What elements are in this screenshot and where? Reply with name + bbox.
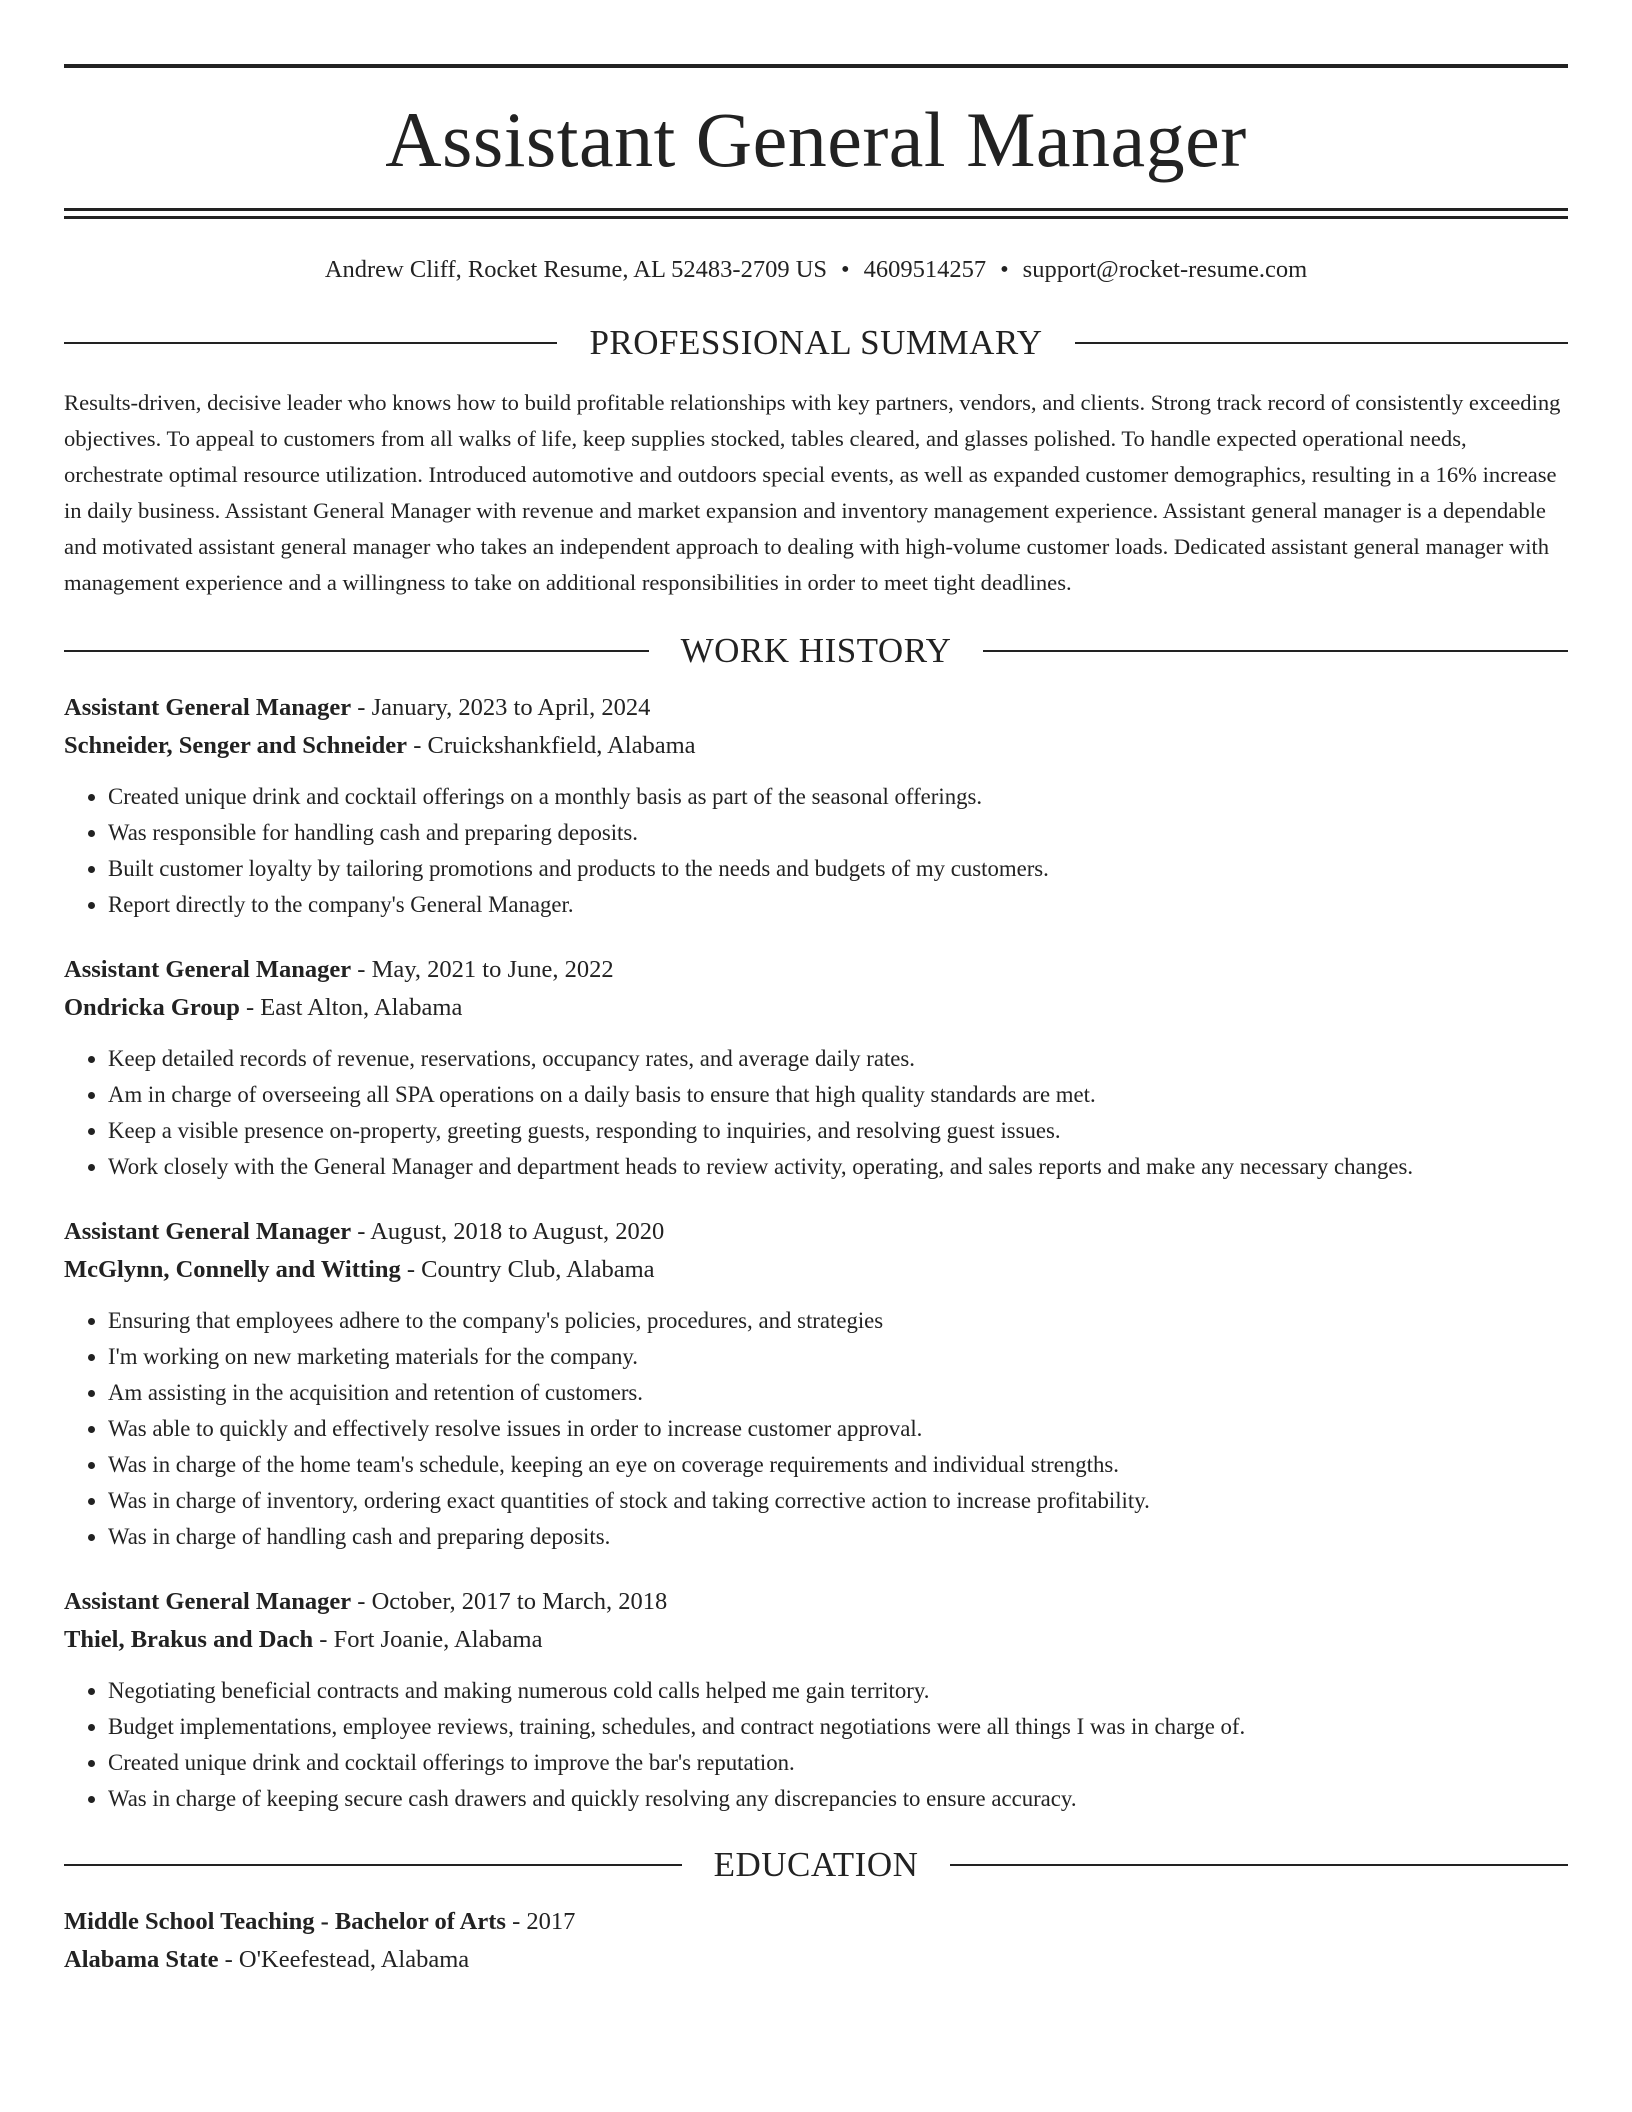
education-school-line [64, 1941, 1568, 1979]
section-title-education: EDUCATION [713, 1845, 919, 1884]
separator-dot: • [841, 256, 850, 283]
contact-email: support@rocket-resume.com [1022, 256, 1308, 283]
section-header-work [64, 631, 1568, 671]
job-company: McGlynn, Connelly and Witting [64, 1256, 401, 1283]
job-bullet: • Was responsible for handling cash and preparing deposits. [108, 815, 1568, 851]
job-bullet: • Was in charge of handling cash and preparing deposits. [108, 1519, 1568, 1555]
job-location: - Cruickshankfield, Alabama [407, 732, 696, 759]
job-entry [64, 1213, 1568, 1555]
education-degree-line [64, 1903, 1568, 1941]
job-bullet-list [64, 1303, 1568, 1555]
job-bullet: • Negotiating beneficial contracts and making numerous cold calls helped me gain territory. [108, 1673, 1568, 1709]
job-company-line [64, 989, 1568, 1027]
education-degree: Middle School Teaching - Bachelor of Arts [64, 1908, 506, 1935]
job-entry [64, 1583, 1568, 1817]
job-company-line [64, 1251, 1568, 1289]
job-bullet: • Am assisting in the acquisition and retention of customers. [108, 1375, 1568, 1411]
job-bullet-list [64, 1041, 1568, 1185]
job-role: Assistant General Manager [64, 1218, 352, 1245]
job-role-line [64, 951, 1568, 989]
separator-dot: • [1000, 256, 1009, 283]
job-company: Ondricka Group [64, 994, 240, 1021]
job-location: - Country Club, Alabama [400, 1256, 655, 1283]
title-double-rule [64, 208, 1568, 219]
resume-page [64, 64, 1568, 1979]
job-company-line [64, 727, 1568, 765]
job-company-line [64, 1621, 1568, 1659]
job-bullet: • Created unique drink and cocktail offerings on a monthly basis as part of the seasonal offerings. [108, 779, 1568, 815]
section-header-summary [64, 323, 1568, 363]
contact-phone: 4609514257 [863, 256, 987, 283]
job-role: Assistant General Manager [64, 956, 352, 983]
section-title-summary: PROFESSIONAL SUMMARY [589, 323, 1043, 362]
resume-title: Assistant General Manager [385, 96, 1247, 183]
job-bullet: • Built customer loyalty by tailoring promotions and products to the needs and budgets of my customers. [108, 851, 1568, 887]
job-bullet: • Budget implementations, employee reviews, training, schedules, and contract negotiations were all things I was in charge of. [108, 1709, 1568, 1745]
job-dates: - May, 2021 to June, 2022 [351, 956, 614, 983]
section-rule [950, 1864, 1568, 1866]
job-bullet: • Ensuring that employees adhere to the company's policies, procedures, and strategies [108, 1303, 1568, 1339]
job-role-line [64, 1213, 1568, 1251]
education-location: - O'Keefestead, Alabama [218, 1946, 470, 1973]
education-school: Alabama State [64, 1946, 219, 1973]
job-role-line [64, 689, 1568, 727]
job-bullet: • Report directly to the company's General Manager. [108, 887, 1568, 923]
job-bullet: • Am in charge of overseeing all SPA operations on a daily basis to ensure that high quality standards are met. [108, 1077, 1568, 1113]
job-bullet: • I'm working on new marketing materials for the company. [108, 1339, 1568, 1375]
section-rule [1075, 342, 1568, 344]
section-header-education [64, 1845, 1568, 1885]
job-bullet-list [64, 779, 1568, 923]
section-rule [64, 650, 649, 652]
job-bullet: • Was in charge of inventory, ordering exact quantities of stock and taking corrective action to increase profitability. [108, 1483, 1568, 1519]
job-role-line [64, 1583, 1568, 1621]
job-location: - East Alton, Alabama [239, 994, 463, 1021]
job-dates: - October, 2017 to March, 2018 [351, 1588, 668, 1615]
job-dates: - January, 2023 to April, 2024 [351, 694, 651, 721]
job-bullet: • Was in charge of keeping secure cash drawers and quickly resolving any discrepancies to ensure accuracy. [108, 1781, 1568, 1817]
job-entry [64, 951, 1568, 1185]
job-bullet: • Was in charge of the home team's schedule, keeping an eye on coverage requirements and individual strengths. [108, 1447, 1568, 1483]
top-rule [64, 64, 1568, 68]
job-location: - Fort Joanie, Alabama [313, 1626, 543, 1653]
job-bullet: • Was able to quickly and effectively resolve issues in order to increase customer approval. [108, 1411, 1568, 1447]
contact-line [64, 253, 1568, 287]
job-dates: - August, 2018 to August, 2020 [351, 1218, 665, 1245]
job-role: Assistant General Manager [64, 1588, 352, 1615]
job-company: Thiel, Brakus and Dach [64, 1626, 314, 1653]
section-rule [983, 650, 1568, 652]
education-year: - 2017 [505, 1908, 576, 1935]
job-bullet: • Keep a visible presence on-property, greeting guests, responding to inquiries, and resolving guest issues. [108, 1113, 1568, 1149]
job-role: Assistant General Manager [64, 694, 352, 721]
education-entry [64, 1903, 1568, 1979]
job-bullet: • Created unique drink and cocktail offerings to improve the bar's reputation. [108, 1745, 1568, 1781]
section-title-work: WORK HISTORY [680, 631, 952, 670]
job-bullet: • Work closely with the General Manager and department heads to review activity, operating, and sales reports and make any necessary changes. [108, 1149, 1568, 1185]
professional-summary: Results-driven, decisive leader who knows how to build profitable relationships with key partners, vendors, and clients. Strong track record of consistently exceeding objectives. To appeal to customers from all walks of life, keep supplies stocked, tables cleared, and glasses polished. To handle expected operational needs, orchestrate optimal resource utilization. Introduced automotive and outdoors special events, as well as expanded customer demographics, resulting in a 16% increase in daily business. Assistant General Manager with revenue and market expansion and inventory management experience. Assistant general manager is a dependable and motivated assistant general manager who takes an independent approach to dealing with high-volume customer loads. Dedicated assistant general manager with management experience and a willingness to take on additional responsibilities in order to meet tight deadlines. [64, 390, 1561, 595]
section-rule [64, 1864, 682, 1866]
job-bullet-list [64, 1673, 1568, 1817]
job-company: Schneider, Senger and Schneider [64, 732, 408, 759]
work-history-list [64, 689, 1568, 1817]
job-entry [64, 689, 1568, 923]
contact-address: Andrew Cliff, Rocket Resume, AL 52483-2709 US [324, 256, 828, 283]
section-rule [64, 342, 557, 344]
job-bullet: • Keep detailed records of revenue, reservations, occupancy rates, and average daily rates. [108, 1041, 1568, 1077]
